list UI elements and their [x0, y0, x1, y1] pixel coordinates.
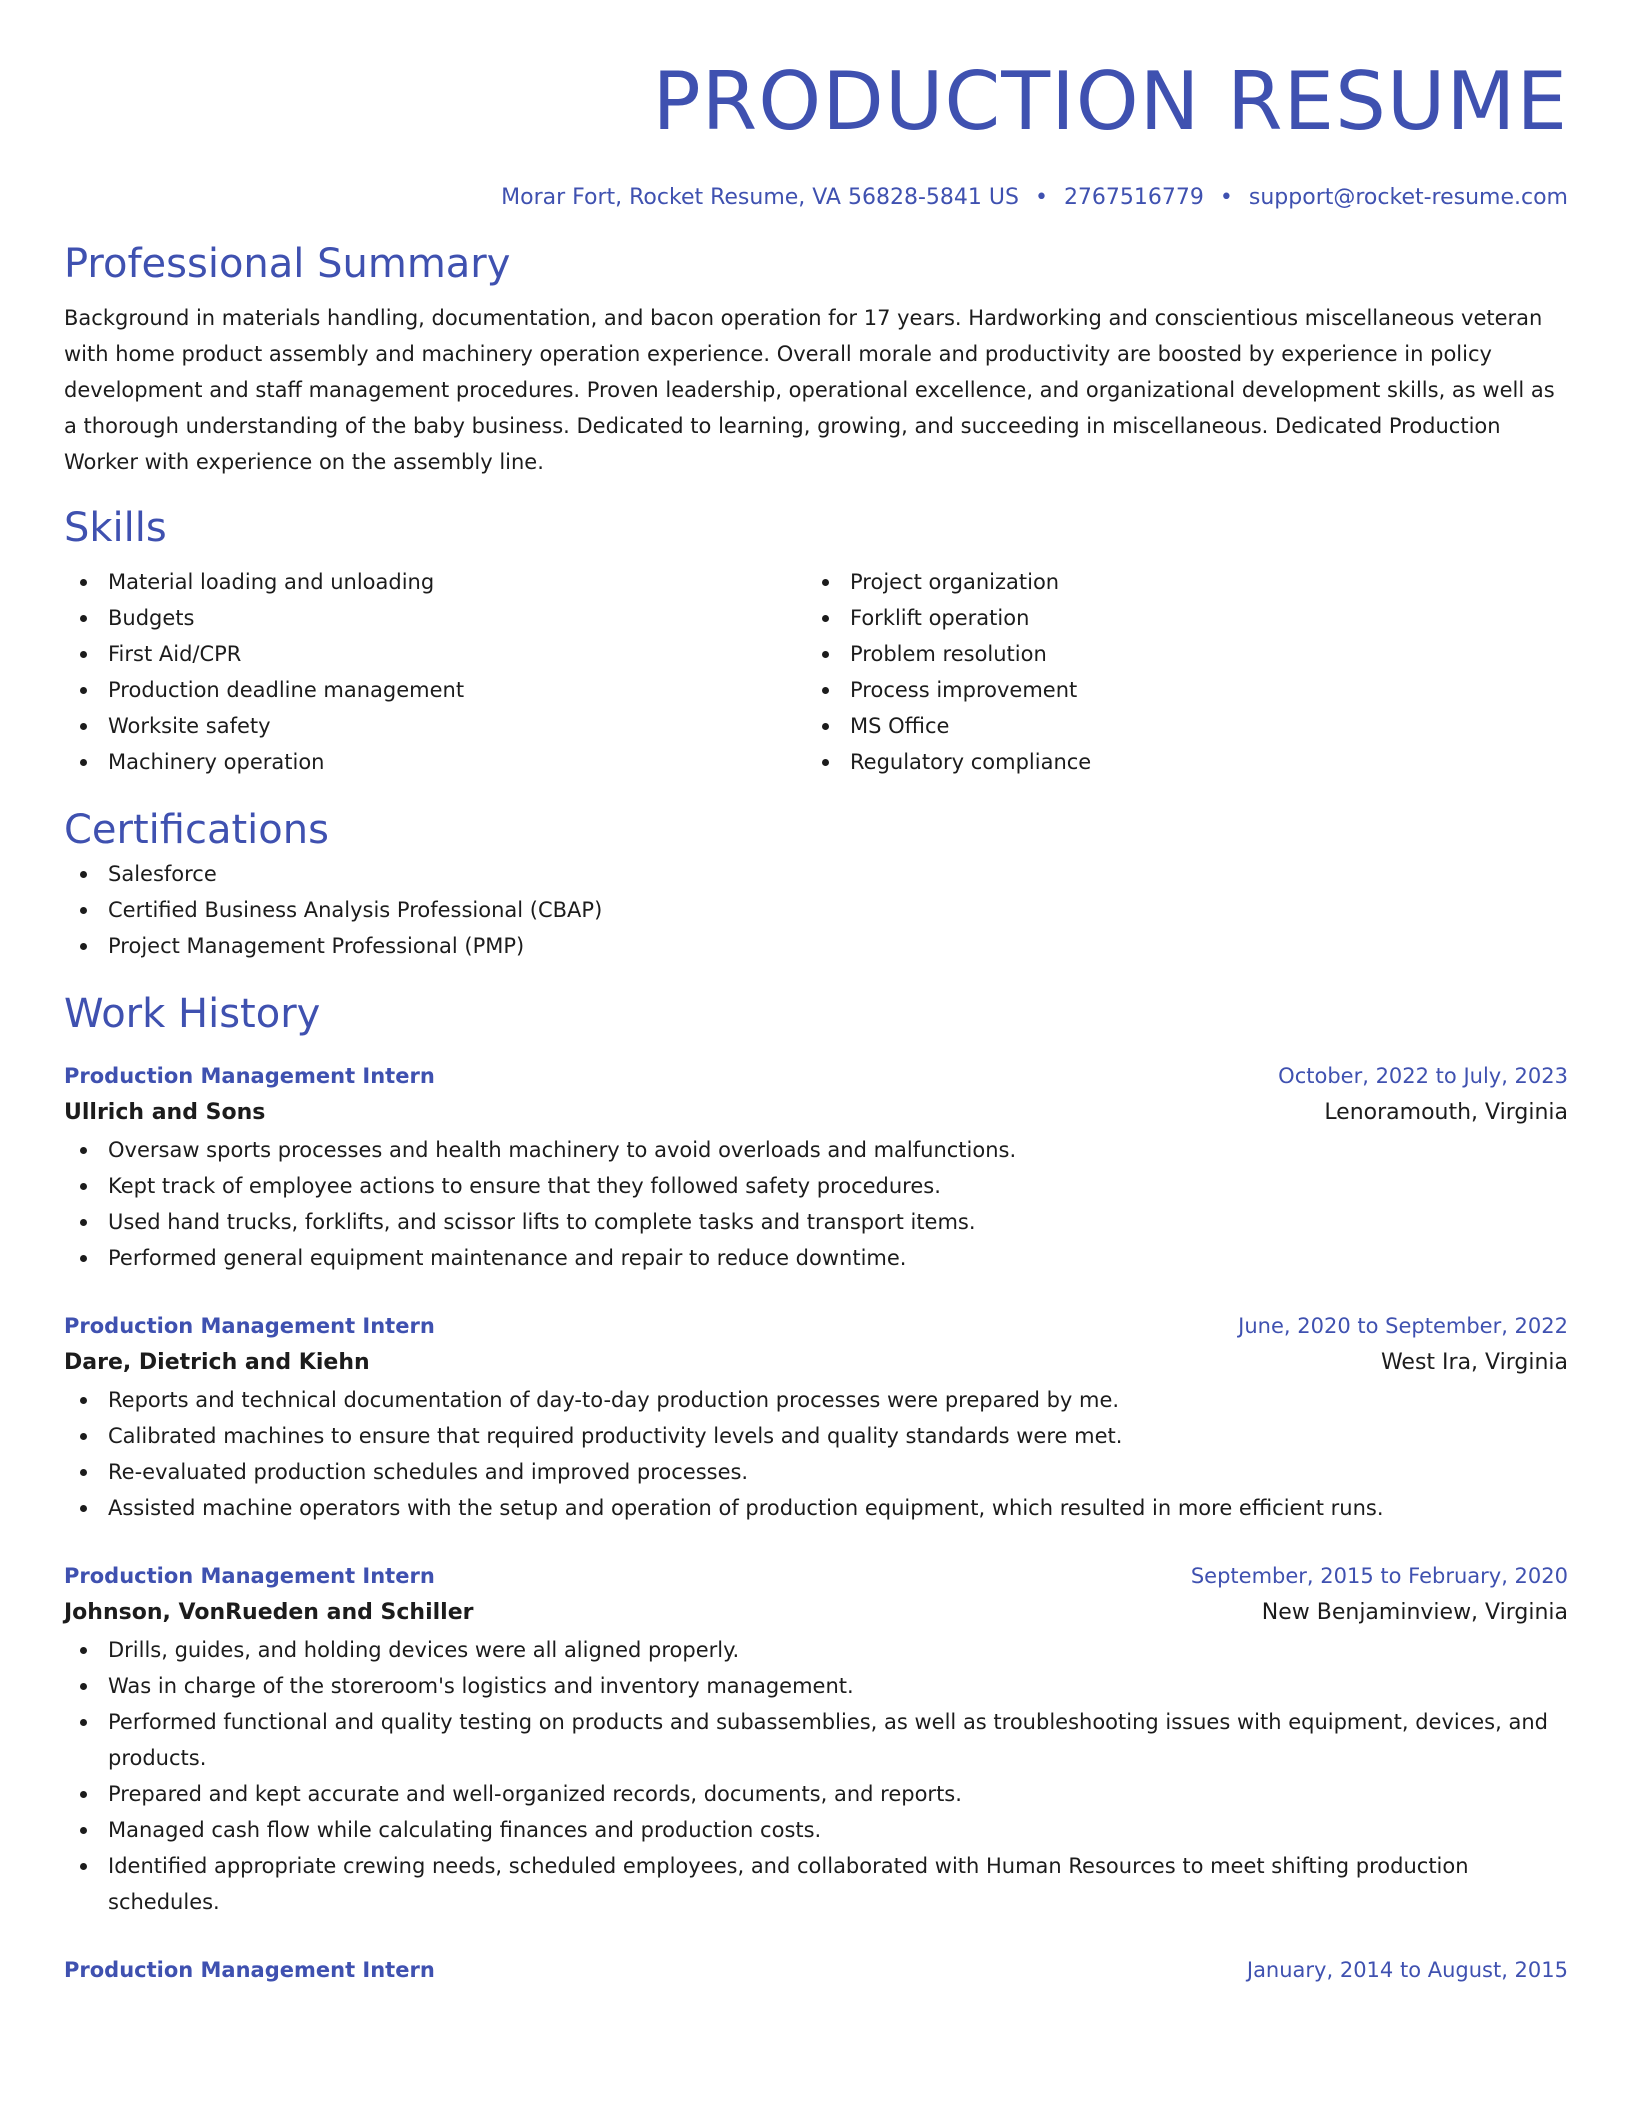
job-title: Production Management Intern	[64, 1958, 435, 1982]
job-duty-item-text: Re-evaluated production schedules and improved processes.	[108, 1460, 749, 1484]
certifications-heading: Certifications	[64, 807, 329, 853]
job-title-row	[64, 1058, 1568, 1094]
certifications-item-text: Certified Business Analysis Professional (CBAP)	[108, 898, 603, 922]
job-duty-item-text: Kept track of employee actions to ensure that they followed safety procedures.	[108, 1174, 941, 1198]
job-title: Production Management Intern	[64, 1314, 435, 1338]
job-duty-item	[64, 1776, 1568, 1812]
bullet-dot-icon	[80, 1255, 87, 1262]
job-duty-item-text: Was in charge of the storeroom's logistics and inventory management.	[108, 1674, 854, 1698]
job-duty-item-text: Oversaw sports processes and health machinery to avoid overloads and malfunctions.	[108, 1138, 1017, 1162]
job-company: Ullrich and Sons	[64, 1100, 266, 1125]
bullet-dot-icon	[80, 1719, 87, 1726]
bullet-dot-icon	[80, 1647, 87, 1654]
skills-item	[64, 708, 806, 744]
bullet-dot-icon	[80, 1433, 87, 1440]
job-duty-item	[64, 1382, 1568, 1418]
skills-item-text: Regulatory compliance	[850, 750, 1092, 774]
resume-name: PRODUCTION RESUME	[652, 55, 1568, 148]
job-duties-list	[64, 1382, 1568, 1526]
job-duty-item-text: Managed cash flow while calculating finances and production costs.	[108, 1818, 822, 1842]
job-duty-item	[64, 1848, 1568, 1920]
skills-list-right	[806, 564, 1548, 780]
job-company: Johnson, VonRueden and Schiller	[64, 1600, 474, 1625]
bullet-dot-icon	[80, 1683, 87, 1690]
bullet-dot-icon	[80, 1469, 87, 1476]
job-duties-list	[64, 1132, 1568, 1276]
skills-item	[806, 564, 1548, 600]
skills-item	[806, 708, 1548, 744]
job-company: Dare, Dietrich and Kiehn	[64, 1350, 370, 1375]
job-dates: October, 2022 to July, 2023	[1278, 1064, 1568, 1088]
bullet-dot-icon	[80, 1863, 87, 1870]
skills-item-text: Machinery operation	[108, 750, 325, 774]
bullet-dot-icon	[80, 615, 87, 622]
summary-heading: Professional Summary	[64, 241, 511, 287]
summary-text: Background in materials handling, documentation, and bacon operation for 17 years. Hardworking and conscientious miscellaneous veteran with home product assembly and machinery operation experience. Overall morale and productivity are boosted by experience in policy development and staff management procedures. Proven leadership, operational excellence, and organizational development skills, as well as a thorough understanding of the baby business. Dedicated to learning, growing, and succeeding in miscellaneous. Dedicated Production Worker with experience on the assembly line.	[64, 306, 1555, 474]
bullet-dot-icon	[80, 1219, 87, 1226]
job-duty-item	[64, 1704, 1568, 1776]
bullet-dot-icon	[80, 1791, 87, 1798]
skills-item	[64, 564, 806, 600]
certifications-item-text: Salesforce	[108, 862, 217, 886]
job-duty-item	[64, 1490, 1568, 1526]
job-duty-item	[64, 1812, 1568, 1848]
job-entry	[64, 1952, 1568, 1988]
bullet-dot-icon	[822, 615, 829, 622]
skills-item	[806, 600, 1548, 636]
job-entry	[64, 1058, 1568, 1276]
job-location: New Benjaminview, Virginia	[1261, 1600, 1568, 1625]
job-duty-item-text: Drills, guides, and holding devices were all aligned properly.	[108, 1638, 740, 1662]
job-duty-item	[64, 1668, 1568, 1704]
skills-grid	[64, 564, 1568, 780]
job-duty-item-text: Used hand trucks, forklifts, and scissor lifts to complete tasks and transport items.	[108, 1210, 976, 1234]
job-duty-item	[64, 1632, 1568, 1668]
skills-item-text: Problem resolution	[850, 642, 1047, 666]
job-title: Production Management Intern	[64, 1064, 435, 1088]
job-dates: September, 2015 to February, 2020	[1190, 1564, 1568, 1588]
contact-separator: •	[1219, 185, 1233, 210]
job-duty-item-text: Prepared and kept accurate and well-organized records, documents, and reports.	[108, 1782, 962, 1806]
bullet-dot-icon	[822, 579, 829, 586]
job-duty-item	[64, 1240, 1568, 1276]
certifications-item-text: Project Management Professional (PMP)	[108, 934, 525, 958]
job-dates: January, 2014 to August, 2015	[1246, 1958, 1568, 1982]
job-title-row	[64, 1558, 1568, 1594]
bullet-dot-icon	[80, 723, 87, 730]
job-entry	[64, 1308, 1568, 1526]
job-location: West Ira, Virginia	[1380, 1350, 1568, 1375]
skills-column-left	[64, 564, 806, 780]
certifications-item	[64, 928, 1568, 964]
job-duty-item	[64, 1132, 1568, 1168]
skills-heading: Skills	[64, 505, 167, 551]
bullet-dot-icon	[80, 1147, 87, 1154]
job-dates: June, 2020 to September, 2022	[1238, 1314, 1568, 1338]
bullet-dot-icon	[80, 651, 87, 658]
skills-item	[806, 636, 1548, 672]
skills-item-text: Production deadline management	[108, 678, 465, 702]
work-history-heading: Work History	[64, 991, 321, 1037]
bullet-dot-icon	[822, 651, 829, 658]
skills-item-text: Budgets	[108, 606, 195, 630]
job-entry	[64, 1558, 1568, 1920]
contact-address: Morar Fort, Rocket Resume, VA 56828-5841 US	[501, 185, 1019, 210]
bullet-dot-icon	[80, 759, 87, 766]
skills-item	[64, 744, 806, 780]
job-duty-item-text: Performed general equipment maintenance and repair to reduce downtime.	[108, 1246, 907, 1270]
bullet-dot-icon	[822, 723, 829, 730]
skills-item-text: Process improvement	[850, 678, 1078, 702]
bullet-dot-icon	[80, 1397, 87, 1404]
bullet-dot-icon	[80, 579, 87, 586]
certifications-list	[64, 856, 1568, 964]
job-title-row	[64, 1952, 1568, 1988]
job-company-row	[64, 1594, 1568, 1632]
contact-separator: •	[1034, 185, 1048, 210]
contact-email: support@rocket-resume.com	[1248, 185, 1568, 210]
certifications-item	[64, 856, 1568, 892]
job-duty-item	[64, 1454, 1568, 1490]
job-duty-item-text: Identified appropriate crewing needs, scheduled employees, and collaborated with Human Resources to meet shifting production schedules.	[108, 1854, 1469, 1914]
bullet-dot-icon	[80, 907, 87, 914]
skills-item-text: Material loading and unloading	[108, 570, 435, 594]
skills-item-text: First Aid/CPR	[108, 642, 242, 666]
resume-page	[64, 0, 1568, 1988]
bullet-dot-icon	[822, 687, 829, 694]
job-duty-item-text: Assisted machine operators with the setup and operation of production equipment, which resulted in more efficient runs.	[108, 1496, 1384, 1520]
certifications-item	[64, 892, 1568, 928]
job-location: Lenoramouth, Virginia	[1324, 1100, 1568, 1125]
skills-item	[64, 600, 806, 636]
job-company-row	[64, 1094, 1568, 1132]
job-duty-item-text: Performed functional and quality testing on products and subassemblies, as well as troubleshooting issues with equipment, devices, and products.	[108, 1710, 1548, 1770]
contact-phone: 2767516779	[1063, 185, 1204, 210]
bullet-dot-icon	[822, 759, 829, 766]
bullet-dot-icon	[80, 687, 87, 694]
job-duty-item-text: Reports and technical documentation of day-to-day production processes were prepared by me.	[108, 1388, 1120, 1412]
bullet-dot-icon	[80, 871, 87, 878]
bullet-dot-icon	[80, 1505, 87, 1512]
skills-item-text: Project organization	[850, 570, 1060, 594]
skills-item-text: Worksite safety	[108, 714, 271, 738]
bullet-dot-icon	[80, 1183, 87, 1190]
job-duty-item	[64, 1204, 1568, 1240]
bullet-dot-icon	[80, 1827, 87, 1834]
skills-item	[806, 744, 1548, 780]
skills-item-text: Forklift operation	[850, 606, 1030, 630]
job-duties-list	[64, 1632, 1568, 1920]
job-duty-item	[64, 1168, 1568, 1204]
skills-item	[64, 672, 806, 708]
job-title: Production Management Intern	[64, 1564, 435, 1588]
skills-item-text: MS Office	[850, 714, 950, 738]
skills-item	[806, 672, 1548, 708]
work-history-list	[64, 1058, 1568, 1988]
contact-line	[64, 182, 1568, 214]
skills-item	[64, 636, 806, 672]
job-title-row	[64, 1308, 1568, 1344]
bullet-dot-icon	[80, 943, 87, 950]
job-company-row	[64, 1344, 1568, 1382]
job-duty-item	[64, 1418, 1568, 1454]
job-duty-item-text: Calibrated machines to ensure that required productivity levels and quality standards were met.	[108, 1424, 1123, 1448]
skills-list-left	[64, 564, 806, 780]
skills-column-right	[806, 564, 1548, 780]
